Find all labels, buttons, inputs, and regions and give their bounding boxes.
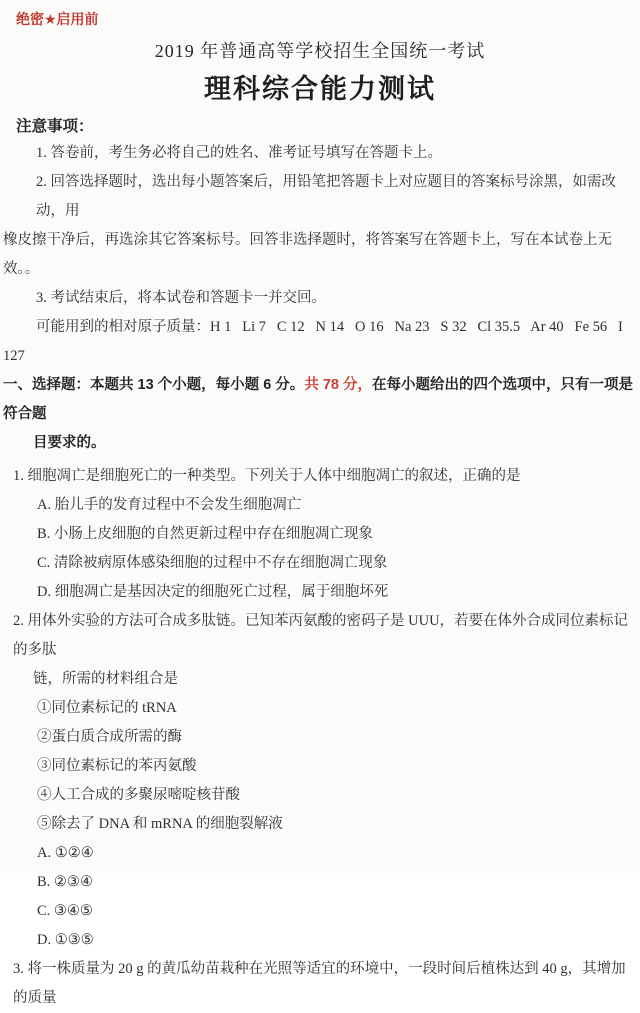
question-1-option-c: C. 清除被病原体感染细胞的过程中不存在细胞凋亡现象 (37, 555, 388, 571)
section-score-highlight: 共 78 分， (304, 377, 372, 393)
atomic-masses-line: 可能用到的相对原子质量：H 1 Li 7 C 12 N 14 O 16 Na 23 S 32 Cl 35.5 Ar 40 Fe 56 I (36, 319, 623, 335)
question-1-option-d: D. 细胞凋亡是基因决定的细胞死亡过程，属于细胞坏死 (37, 584, 389, 600)
question-1-option-b: B. 小肠上皮细胞的自然更新过程中存在细胞凋亡现象 (37, 526, 373, 542)
exam-title: 2019 年普通高等学校招生全国统一考试 (154, 41, 486, 61)
question-2-option-b: B. ②③④ (37, 874, 93, 890)
question-2-option-c: C. ③④⑤ (37, 903, 93, 919)
notice-item-2-line-2: 橡皮擦干净后，再选涂其它答案标号。回答非选择题时，将答案写在答题卡上，写在本试卷上无效。。 (3, 232, 612, 277)
question-2-material-3: ③同位素标记的苯丙氨酸 (37, 758, 197, 774)
notice-item-3: 3. 考试结束后，将本试卷和答题卡一并交回。 (36, 290, 326, 306)
section-heading-suffix: 在每小题给出的四个选项中，只有一项是符合题 (3, 377, 633, 422)
question-2-material-4: ④人工合成的多聚尿嘧啶核苷酸 (37, 787, 240, 803)
section-heading-line-2: 目要求的。 (33, 435, 106, 451)
question-2-option-a: A. ①②④ (37, 845, 94, 861)
question-1-option-a: A. 胎儿手的发育过程中不会发生细胞凋亡 (37, 497, 302, 513)
question-2-option-d: D. ①③⑤ (37, 932, 94, 948)
notice-heading: 注意事项： (16, 118, 94, 135)
notice-item-1: 1. 答卷前，考生务必将自己的姓名、准考证号填写在答题卡上。 (36, 145, 442, 161)
question-2-material-1: ①同位素标记的 tRNA (37, 700, 177, 716)
question-2-material-2: ②蛋白质合成所需的酶 (37, 729, 182, 745)
question-2-material-5: ⑤除去了 DNA 和 mRNA 的细胞裂解液 (37, 816, 283, 832)
section-heading-prefix: 一、选择题：本题共 13 个小题，每小题 6 分。 (3, 377, 305, 393)
question-2-stem-line-2: 链，所需的材料组合是 (33, 671, 178, 687)
atomic-masses-continuation: 127 (3, 348, 25, 364)
question-2-stem-line-1: 2. 用体外实验的方法可合成多肽链。已知苯丙氨酸的密码子是 UUU，若要在体外合成同位素标记的多肽 (13, 613, 629, 658)
question-3-stem: 3. 将一株质量为 20 g 的黄瓜幼苗栽种在光照等适宜的环境中，一段时间后植株达到 40 g，其增加的质量 (13, 961, 626, 1006)
section-heading (0, 371, 640, 429)
subject-title: 理科综合能力测试 (204, 74, 436, 104)
notice-item-2-line-1: 2. 回答选择题时，选出每小题答案后，用铅笔把答题卡上对应题目的答案标号涂黑，如需改动，用 (36, 174, 616, 219)
question-1-stem: 1. 细胞凋亡是细胞死亡的一种类型。下列关于人体中细胞凋亡的叙述，正确的是 (13, 468, 521, 484)
security-classification-label: 绝密★启用前 (16, 11, 99, 27)
